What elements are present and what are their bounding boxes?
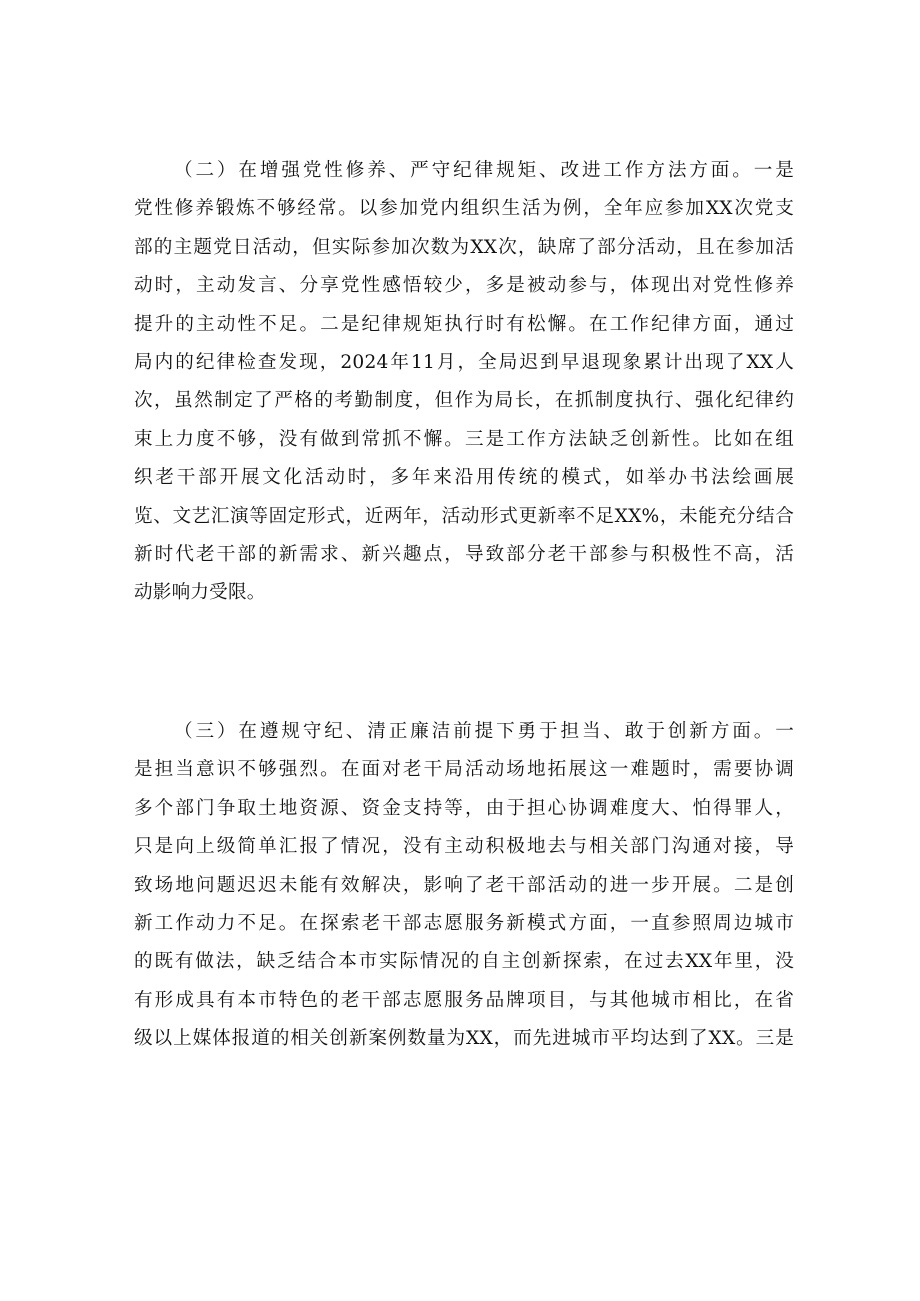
- text-line: 党性修养锻炼不够经常。以参加党内组织生活为例，全年应参加XX次党支: [134, 198, 794, 220]
- text-line: 局内的纪律检查发现，2024年11月，全局迟到早退现象累计出现了XX人: [134, 351, 794, 373]
- paragraph-2: [134, 152, 794, 613]
- text-line: 新时代老干部的新需求、新兴趣点，导致部分老干部参与积极性不高，活: [134, 543, 794, 565]
- paragraph-3: [134, 713, 794, 1059]
- text-line: 的既有做法，缺乏结合本市实际情况的自主创新探索，在过去XX年里，没: [134, 951, 794, 973]
- text-line: 是担当意识不够强烈。在面对老干局活动场地拓展这一难题时，需要协调: [134, 759, 794, 781]
- text-line: 提升的主动性不足。二是纪律规矩执行时有松懈。在工作纪律方面，通过: [134, 313, 794, 335]
- text-line: 束上力度不够，没有做到常抓不懈。三是工作方法缺乏创新性。比如在组: [134, 428, 794, 450]
- text-line: 织老干部开展文化活动时，多年来沿用传统的模式，如举办书法绘画展: [134, 467, 794, 489]
- text-line: 致场地问题迟迟未能有效解决，影响了老干部活动的进一步开展。二是创: [134, 874, 794, 896]
- text-line: （三）在遵规守纪、清正廉洁前提下勇于担当、敢于创新方面。一: [174, 721, 794, 742]
- text-line: 动影响力受限。: [134, 582, 266, 604]
- text-line: 动时，主动发言、分享党性感悟较少，多是被动参与，体现出对党性修养: [134, 275, 794, 297]
- text-line: 有形成具有本市特色的老干部志愿服务品牌项目，与其他城市相比，在省: [134, 989, 794, 1011]
- text-line: 只是向上级简单汇报了情况，没有主动积极地去与相关部门沟通对接，导: [134, 836, 794, 858]
- text-line: 新工作动力不足。在探索老干部志愿服务新模式方面，一直参照周边城市: [134, 912, 794, 934]
- text-line: 级以上媒体报道的相关创新案例数量为XX，而先进城市平均达到了XX。三是: [134, 1028, 794, 1050]
- text-line: 次，虽然制定了严格的考勤制度，但作为局长，在抓制度执行、强化纪律约: [134, 390, 794, 412]
- text-line: （二）在增强党性修养、严守纪律规矩、改进工作方法方面。一是: [174, 160, 794, 181]
- text-line: 部的主题党日活动，但实际参加次数为XX次，缺席了部分活动，且在参加活: [134, 236, 794, 258]
- text-line: 览、文艺汇演等固定形式，近两年，活动形式更新率不足XX%，未能充分结合: [134, 505, 794, 527]
- text-line: 多个部门争取土地资源、资金支持等，由于担心协调难度大、怕得罪人，: [134, 797, 794, 819]
